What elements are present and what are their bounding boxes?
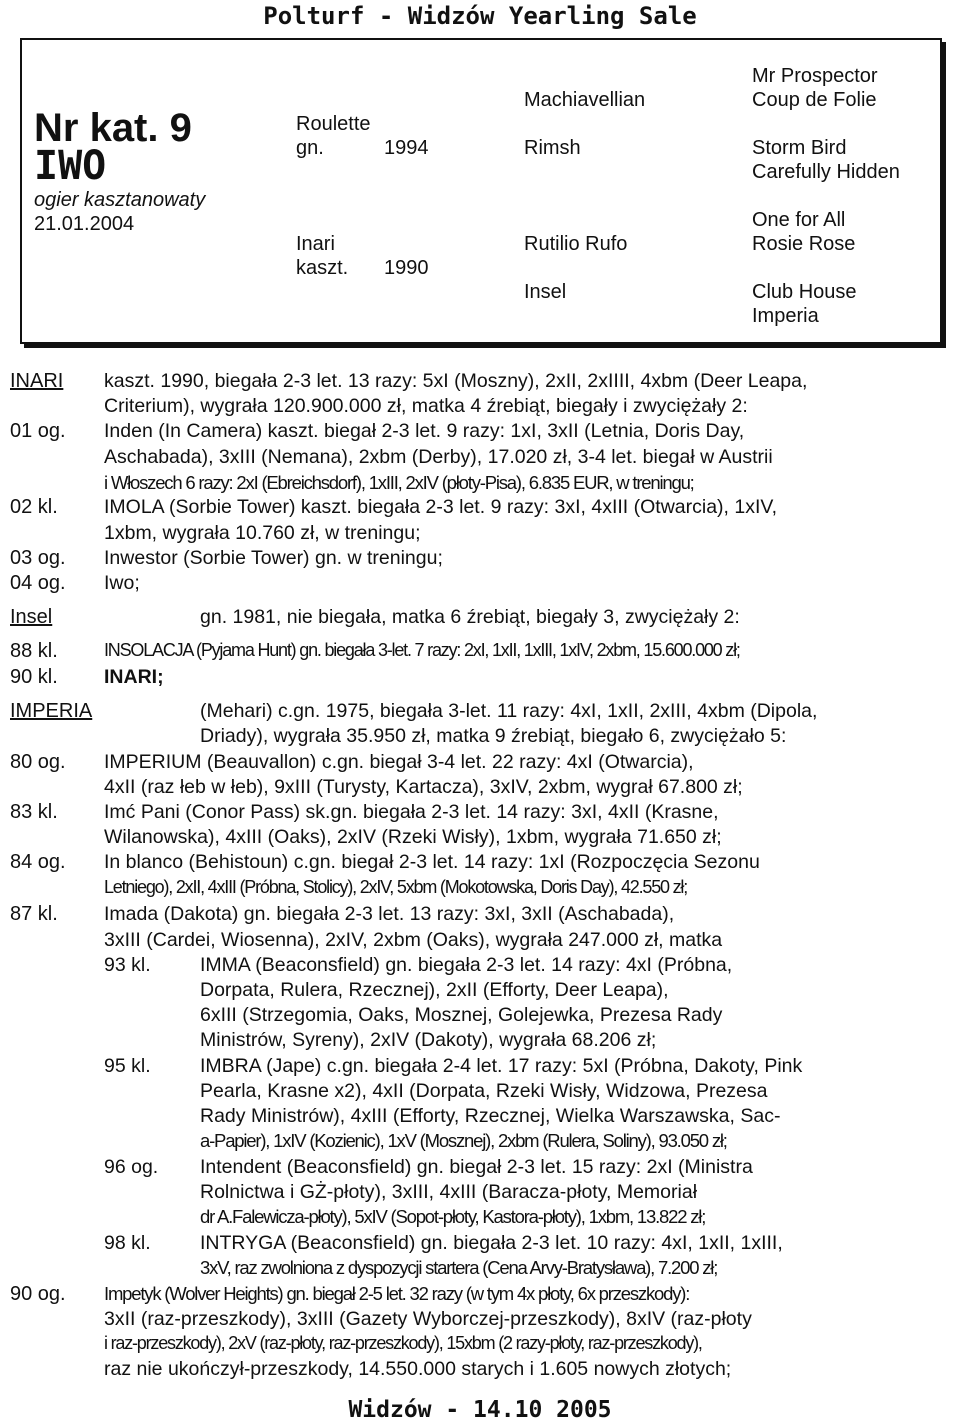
offspring-line: IMOLA (Sorbie Tower) kaszt. biegała 2-3 let. 9 razy: 3xI, 4xIII (Otwarcia), 1xIV, bbox=[104, 496, 778, 518]
great-grandparent: Imperia bbox=[752, 305, 819, 327]
sub-offspring-line: Intendent (Beaconsfield) gn. biegał 2-3 let. 15 razy: 2xI (Ministra bbox=[200, 1156, 753, 1178]
sub-offspring-line: IMMA (Beaconsfield) gn. biegała 2-3 let. 14 razy: 4xI (Próbna, bbox=[200, 954, 733, 976]
offspring-number: 88 kl. bbox=[10, 640, 58, 662]
birth-date: 21.01.2004 bbox=[34, 213, 135, 235]
offspring-number: 87 kl. bbox=[10, 903, 58, 925]
offspring-line: Wilanowska), 4xIII (Oaks), 2xIV (Rzeki Wisły), 1xbm, wygrała 71.650 zł; bbox=[104, 826, 722, 848]
offspring-line: Letniego), 2xII, 4xIII (Próbna, Stolicy), 2xIV, 5xbm (Mokotowska, Doris Day), 42.550 zł; bbox=[104, 877, 688, 897]
offspring-line: IMPERIUM (Beauvallon) c.gn. biegał 3-4 let. 22 razy: 4xI (Otwarcia), bbox=[104, 751, 694, 773]
offspring-number: 03 og. bbox=[10, 547, 66, 569]
offspring-line: 1xbm, wygrała 10.760 zł, w treningu; bbox=[104, 522, 421, 544]
pedigree-box bbox=[20, 38, 942, 344]
offspring-number: 80 og. bbox=[10, 751, 66, 773]
offspring-line: INARI; bbox=[104, 666, 164, 688]
offspring-number: 90 kl. bbox=[10, 666, 58, 688]
sub-offspring-line: Pearla, Krasne x2), 4xII (Dorpata, Rzeki Wisły, Widzowa, Prezesa bbox=[200, 1080, 768, 1102]
sire-color: gn. bbox=[296, 137, 324, 159]
horse-name: IWO bbox=[34, 143, 107, 189]
offspring-line: Inwestor (Sorbie Tower) gn. w treningu; bbox=[104, 547, 443, 569]
dam-year: 1990 bbox=[384, 257, 429, 279]
sub-offspring-number: 93 kl. bbox=[104, 954, 151, 976]
sire-name: Roulette bbox=[296, 113, 371, 135]
offspring-line: Imć Pani (Conor Pass) sk.gn. biegała 2-3 let. 14 razy: 3xI, 4xII (Krasne, bbox=[104, 801, 719, 823]
granddam-paternal: Rimsh bbox=[524, 137, 581, 159]
offspring-line: raz nie ukończył-przeszkody, 14.550.000 starych i 1.605 nowych złotych; bbox=[104, 1358, 732, 1380]
inari-line: Criterium), wygrała 120.900.000 zł, matka 4 źrebiąt, biegały i zwyciężały 2: bbox=[104, 395, 748, 417]
imperia-line: (Mehari) c.gn. 1975, biegała 3-let. 11 razy: 4xI, 1xII, 2xIII, 4xbm (Dipola, bbox=[200, 700, 818, 722]
insel-line: gn. 1981, nie biegała, matka 6 źrebiąt, biegały 3, zwyciężały 2: bbox=[200, 606, 740, 628]
great-grandparent: Storm Bird bbox=[752, 137, 847, 159]
granddam-maternal: Insel bbox=[524, 281, 567, 303]
dam-color: kaszt. bbox=[296, 257, 349, 279]
great-grandparent: Coup de Folie bbox=[752, 89, 877, 111]
sub-offspring-line: dr A.Falewicza-płoty), 5xIV (Sopot-płoty, Kastora-płoty), 1xbm, 13.822 zł; bbox=[200, 1206, 706, 1227]
offspring-number: 84 og. bbox=[10, 851, 66, 873]
grandsire-maternal: Rutilio Rufo bbox=[524, 233, 628, 255]
offspring-line: Impetyk (Wolver Heights) gn. biegał 2-5 let. 32 razy (w tym 4x płoty, 6x przeszkody): bbox=[104, 1283, 690, 1304]
sub-offspring-line: Ministrów, Syreny), 2xIV (Dakoty), wygrała 68.206 zł; bbox=[200, 1029, 657, 1051]
sub-offspring-line: 6xIII (Strzegomia, Oaks, Mosznej, Golejewka, Prezesa Rady bbox=[200, 1004, 723, 1026]
section-label-imperia: IMPERIA bbox=[10, 700, 93, 722]
grandsire-paternal: Machiavellian bbox=[524, 89, 646, 111]
great-grandparent: One for All bbox=[752, 209, 846, 231]
offspring-line: In blanco (Behistoun) c.gn. biegał 2-3 let. 14 razy: 1xI (Rozpoczęcia Sezonu bbox=[104, 851, 760, 873]
offspring-line: i Włoszech 6 razy: 2xI (Ebreichsdorf), 1xIII, 2xIV (płoty-Pisa), 6.835 EUR, w treningu; bbox=[104, 472, 694, 493]
offspring-line: INSOLACJA (Pyjama Hunt) gn. biegała 3-let. 7 razy: 2xI, 1xII, 1xIII, 1xIV, 2xbm, 15.600.000 zł; bbox=[104, 640, 740, 660]
offspring-line: Iwo; bbox=[104, 572, 140, 594]
imperia-line: Driady), wygrała 35.950 zł, matka 9 źrebiąt, biegało 6, zwyciężało 5: bbox=[200, 725, 787, 747]
inari-line: kaszt. 1990, biegała 2-3 let. 13 razy: 5xI (Moszny), 2xII, 2xIIII, 4xbm (Deer Leapa, bbox=[104, 370, 808, 392]
page-header: Polturf - Widzów Yearling Sale bbox=[263, 2, 697, 30]
sub-offspring-line: Dorpata, Rulera, Rzecznej), 2xII (Efforty, Deer Leapa), bbox=[200, 979, 669, 1001]
offspring-line: i raz-przeszkody), 2xV (raz-płoty, raz-przeszkody), 15xbm (2 razy-płoty, raz-przeszkody), bbox=[104, 1333, 702, 1353]
section-label-insel: Insel bbox=[10, 606, 53, 628]
offspring-number: 90 og. bbox=[10, 1283, 66, 1305]
sub-offspring-line: 3xV, raz zwolniona z dyspozycji startera (Cena Arvy-Bratysława), 7.200 zł; bbox=[200, 1257, 718, 1278]
offspring-number: 83 kl. bbox=[10, 801, 58, 823]
great-grandparent: Mr Prospector bbox=[752, 65, 878, 87]
sub-offspring-number: 96 og. bbox=[104, 1156, 159, 1178]
great-grandparent: Club House bbox=[752, 281, 857, 303]
sub-offspring-line: IMBRA (Jape) c.gn. biegała 2-4 let. 17 razy: 5xI (Próbna, Dakoty, Pink bbox=[200, 1055, 803, 1077]
offspring-line: 3xIII (Cardei, Wiosenna), 2xIV, 2xbm (Oaks), wygrała 247.000 zł, matka bbox=[104, 929, 723, 951]
offspring-number: 04 og. bbox=[10, 572, 66, 594]
offspring-line: Aschabada), 3xIII (Nemana), 2xbm (Derby), 17.020 zł, 3-4 let. biegał w Austrii bbox=[104, 446, 773, 468]
catalog-number: Nr kat. 9 bbox=[34, 106, 192, 150]
sub-offspring-number: 95 kl. bbox=[104, 1055, 151, 1077]
sire-year: 1994 bbox=[384, 137, 429, 159]
offspring-number: 02 kl. bbox=[10, 496, 58, 518]
offspring-line: Imada (Dakota) gn. biegała 2-3 let. 13 razy: 3xI, 3xII (Aschabada), bbox=[104, 903, 675, 925]
sub-offspring-line: Rolnictwa i GŻ-płoty), 3xIII, 4xIII (Baracza-płoty, Memoriał bbox=[200, 1181, 698, 1203]
sub-offspring-number: 98 kl. bbox=[104, 1232, 151, 1254]
offspring-line: 3xII (raz-przeszkody), 3xIII (Gazety Wyborczej-przeszkody), 8xIV (raz-płoty bbox=[104, 1308, 752, 1330]
great-grandparent: Carefully Hidden bbox=[752, 161, 900, 183]
offspring-line: Inden (In Camera) kaszt. biegał 2-3 let. 9 razy: 1xI, 3xII (Letnia, Doris Day, bbox=[104, 420, 745, 442]
sub-offspring-line: a-Papier), 1xIV (Kozienic), 1xV (Mosznej), 2xbm (Rulera, Soliny), 93.050 zł; bbox=[200, 1130, 727, 1151]
horse-description: ogier kasztanowaty bbox=[34, 189, 206, 211]
section-label-inari: INARI bbox=[10, 370, 64, 392]
dam-name: Inari bbox=[296, 233, 335, 255]
page-footer: Widzów - 14.10 2005 bbox=[348, 1397, 612, 1423]
great-grandparent: Rosie Rose bbox=[752, 233, 856, 255]
sub-offspring-line: INTRYGA (Beaconsfield) gn. biegała 2-3 let. 10 razy: 4xI, 1xII, 1xIII, bbox=[200, 1232, 783, 1254]
sub-offspring-line: Rady Ministrów), 4xIII (Efforty, Rzecznej, Wielka Warszawska, Sac- bbox=[200, 1105, 781, 1127]
offspring-number: 01 og. bbox=[10, 420, 66, 442]
offspring-line: 4xII (raz łeb w łeb), 9xIII (Turysty, Kartacza), 3xIV, 2xbm, wygrał 67.800 zł; bbox=[104, 776, 743, 798]
